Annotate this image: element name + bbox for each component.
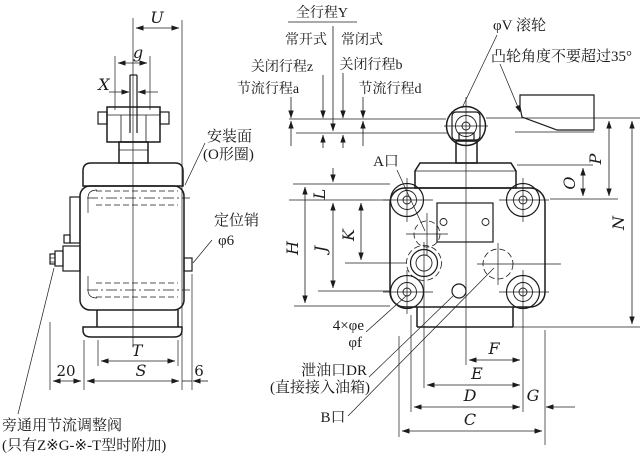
dim-label-E: E bbox=[471, 364, 483, 383]
dim-label-H: H bbox=[283, 241, 302, 255]
mounting-surface-label: 安装面 bbox=[207, 129, 253, 145]
drain-port-label: 泄油口DR bbox=[301, 363, 367, 379]
drain-port-circle bbox=[452, 284, 466, 298]
dim-label-20: 20 bbox=[56, 362, 76, 380]
positioning-pin-dia-label: φ6 bbox=[218, 233, 235, 249]
hole-dia-label: φf bbox=[348, 335, 362, 351]
roller-dia-label: φV 滚轮 bbox=[493, 18, 546, 34]
dim-label-X: X bbox=[98, 75, 110, 94]
dim-label-L: L bbox=[310, 188, 329, 200]
side-view-drawing bbox=[2, 8, 259, 454]
dim-label-F: F bbox=[488, 339, 500, 358]
cam-block bbox=[462, 17, 632, 132]
cam-angle-note: 凸轮角度不要超过35° bbox=[491, 49, 632, 65]
throttle-stroke-d-label: 节流行程d bbox=[358, 82, 422, 97]
port-a-label: A口 bbox=[373, 154, 399, 170]
mounting-surface-label-2: (O形圈) bbox=[203, 147, 254, 163]
dim-label-C: C bbox=[463, 410, 477, 429]
dim-label-G: G bbox=[526, 386, 540, 405]
hole-count-label: 4×φe bbox=[332, 318, 364, 334]
close-stroke-b-label: 关闭行程b bbox=[339, 58, 403, 73]
normally-open-label: 常开式 bbox=[285, 33, 327, 48]
port-b-label: B口 bbox=[320, 410, 346, 426]
drain-port-note: (直接接入油箱) bbox=[270, 380, 370, 396]
dim-label-D: D bbox=[463, 386, 477, 405]
dim-label-U: U bbox=[150, 8, 164, 27]
dim-label-J: J bbox=[311, 245, 330, 253]
dim-label-S: S bbox=[135, 361, 147, 380]
dim-label-N: N bbox=[609, 216, 628, 230]
bypass-valve-label: 旁通用节流调整阀 bbox=[2, 418, 123, 434]
positioning-pin-label: 定位销 bbox=[214, 213, 260, 229]
normally-closed-label: 常闭式 bbox=[341, 33, 383, 48]
full-stroke-label: 全行程Y bbox=[295, 6, 349, 21]
bypass-valve-body bbox=[63, 246, 80, 271]
dim-label-O: O bbox=[560, 176, 579, 190]
nameplate bbox=[437, 203, 493, 242]
bypass-valve-note: (只有Z※G-※-T型时附加) bbox=[2, 438, 167, 454]
front-view-drawing bbox=[270, 97, 640, 445]
dim-label-6: 6 bbox=[194, 362, 204, 380]
dim-label-P: P bbox=[586, 153, 605, 165]
dim-label-K: K bbox=[339, 229, 358, 241]
close-stroke-z-label: 关闭行程z bbox=[250, 60, 314, 75]
dim-label-T: T bbox=[131, 341, 143, 360]
stroke-diagram bbox=[237, 5, 640, 148]
dim-label-g: g bbox=[132, 43, 144, 62]
positioning-pin bbox=[184, 258, 192, 271]
throttle-stroke-a-label: 节流行程a bbox=[236, 82, 300, 97]
